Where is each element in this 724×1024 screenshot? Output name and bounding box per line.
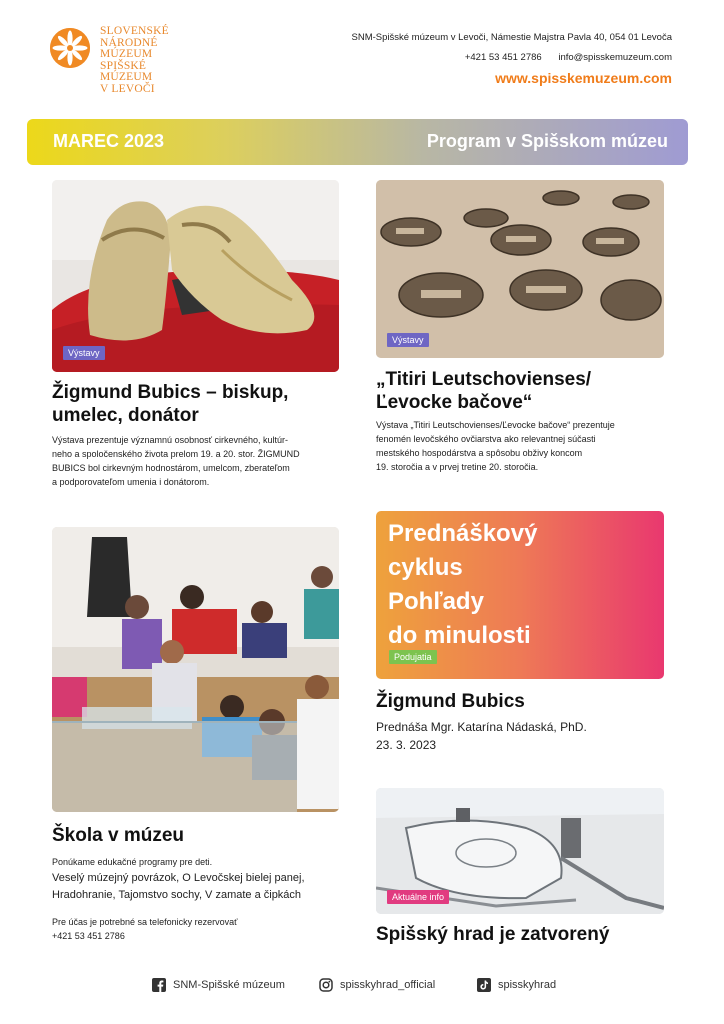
logo-line: MÚZEUM [100,71,153,84]
title-line: cyklus [388,554,463,581]
titiri-description [376,418,615,474]
school-phone[interactable]: +421 53 451 2786 [52,931,125,941]
text-line: Výstava prezentuje významnú osobnosť cirkevného, kultúr- [52,435,288,445]
text-line: BUBICS bol cirkevným hodnostárom, umelcom, zberateľom [52,463,290,473]
bubics-exhibit-photo [52,180,339,372]
title-line: Žigmund Bubics – biskup, [52,382,289,403]
facebook-icon [152,978,166,992]
lecture-name: Žigmund Bubics [376,691,525,712]
logo-line: NÁRODNÉ [100,36,158,49]
text-line: mestského hospodárstva a spôsobu obživy koncom [376,448,583,458]
castle-photo [376,788,664,914]
titiri-exhibit-photo [376,180,664,358]
contact-info [352,28,673,68]
title-line: „Titiri Leutschovienses/ [376,369,592,390]
logo-line: V LEVOČI [100,82,155,95]
facebook-handle: SNM-Spišské múzeum [173,979,285,991]
bubics-description [52,433,300,489]
lecture-details [376,718,587,754]
lecture-series-title [388,517,537,653]
banner-month: MAREC 2023 [53,131,165,151]
title-line: Prednáškový [388,520,538,547]
phone[interactable]: +421 53 451 2786 [464,52,542,63]
lecture-speaker: Prednáša Mgr. Katarína Nádaská, PhD. [376,720,587,734]
castle-title: Spišský hrad je zatvorený [376,924,610,945]
tiktok-handle: spisskyhrad [498,979,557,991]
tiktok-link[interactable] [477,978,556,992]
facebook-link[interactable] [152,978,285,992]
titiri-title [376,368,591,414]
category-badge: Výstavy [63,346,105,360]
category-badge: Výstavy [387,333,429,347]
school-programs [52,870,305,904]
banner-title: Program v Spišskom múzeu [426,131,668,151]
title-line: Pohľady [388,588,484,615]
bubics-title [52,381,288,427]
text-line: a podporovateľom umenia i donátorom. [52,477,210,487]
instagram-handle: spisskyhrad_official [340,979,436,991]
instagram-link[interactable] [319,978,435,992]
school-title: Škola v múzeu [52,825,184,846]
tiktok-icon [477,978,491,992]
school-photo [52,527,339,812]
lecture-card [376,511,664,679]
program-banner [27,119,688,165]
flower-logo-icon [50,28,90,68]
title-line: Ľevocke bačove“ [376,392,533,413]
website-link[interactable]: www.spisskemuzeum.com [495,70,672,86]
lecture-date: 23. 3. 2023 [376,738,437,752]
email-link[interactable]: info@spisskemuzeum.com [558,52,672,63]
logo-line: SPIŠSKÉ [100,59,147,72]
school-note [52,915,237,943]
title-line: do minulosti [388,622,531,649]
text-line: Pre účas je potrebné sa telefonicky rezervovať [52,917,238,927]
address: SNM-Spišské múzeum v Levoči, Námestie Majstra Pavla 40, 054 01 Levoča [351,32,672,43]
museum-logo [50,26,180,106]
title-line: umelec, donátor [52,405,199,426]
category-badge: Podujatia [389,650,437,664]
text-line: 19. storočia a v prvej tretine 20. storočia. [376,462,539,472]
category-badge: Aktuálne info [387,890,449,904]
instagram-icon [319,978,333,992]
logo-wordmark [100,26,169,96]
school-intro: Ponúkame edukačné programy pre deti. [52,857,213,867]
logo-line: SLOVENSKÉ [100,25,169,37]
text-line: Veselý múzejný povrázok, O Levočskej bielej panej, [52,872,305,884]
text-line: Výstava „Titiri Leutschovienses/Ľevocke bačove“ prezentuje [376,420,615,430]
logo-line: MÚZEUM [100,48,153,61]
text-line: fenomén levočského ovčiarstva ako relevantnej súčasti [376,434,596,444]
text-line: neho a spoločenského života prelom 19. a 20. stor. ŽIGMUND [52,449,300,459]
text-line: Hradohranie, Tajomstvo sochy, V zamate a čipkách [52,889,302,901]
